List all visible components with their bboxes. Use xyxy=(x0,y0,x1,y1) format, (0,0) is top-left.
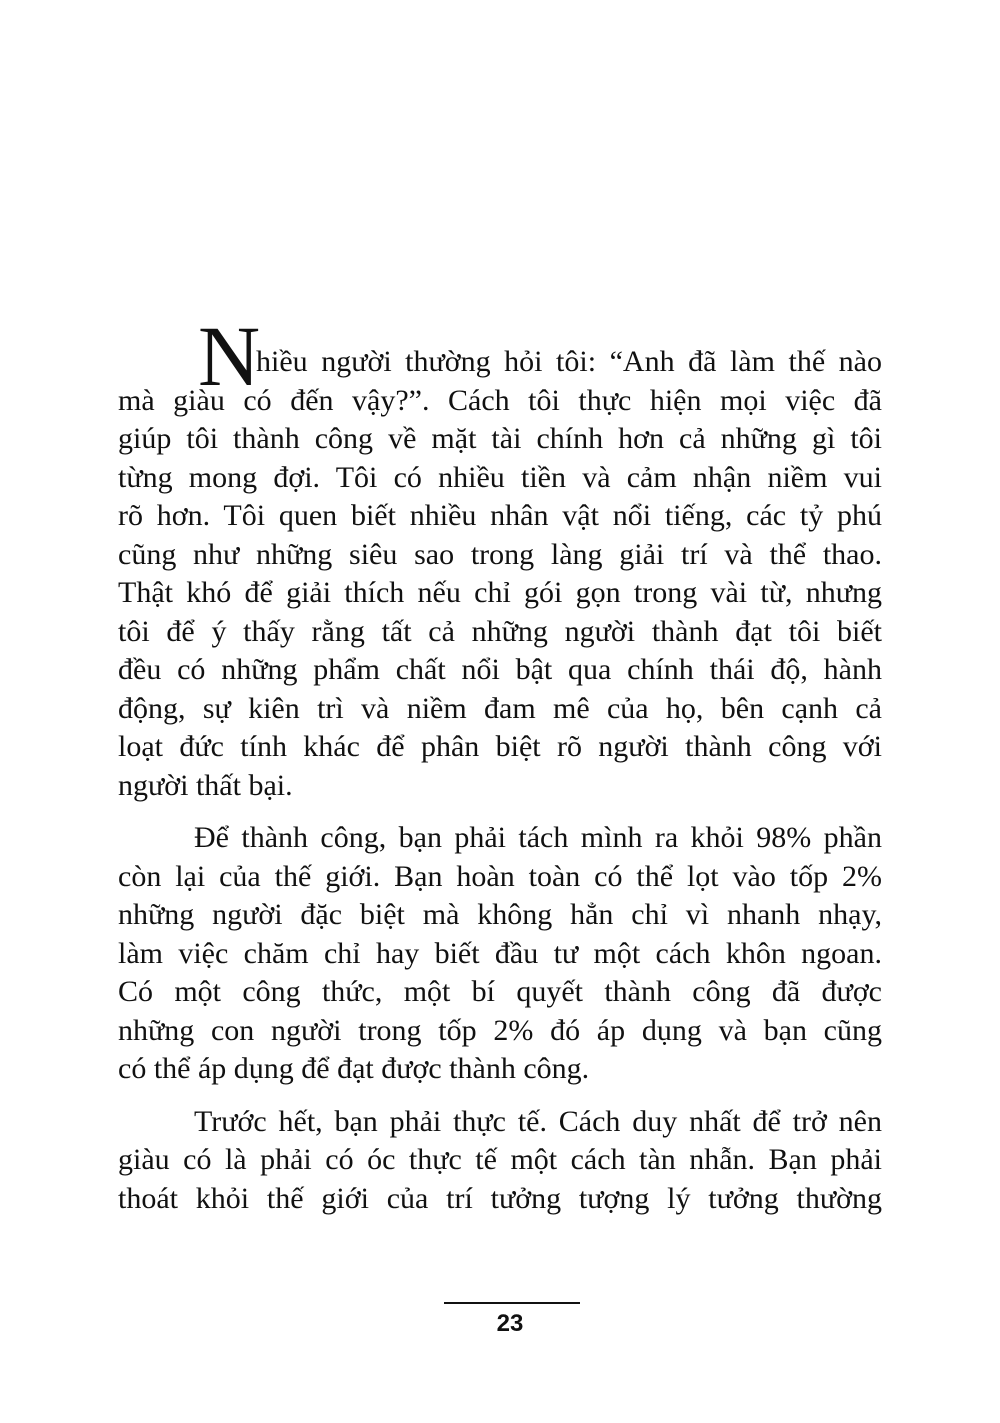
paragraph-2 xyxy=(118,819,882,1089)
paragraph-2-line-3: những người đặc biệt mà không hẳn chỉ vì nhanh nhạy, xyxy=(118,898,882,931)
paragraph-1-line-5: rõ hơn. Tôi quen biết nhiều nhân vật nổi tiếng, các tỷ phú xyxy=(118,499,882,532)
paragraph-spacer xyxy=(118,805,882,819)
paragraph-3 xyxy=(118,1103,882,1219)
paragraph-1 xyxy=(118,308,882,805)
drop-cap: N xyxy=(198,308,261,404)
paragraph-2-line-4: làm việc chăm chỉ hay biết đầu tư một cách khôn ngoan. xyxy=(118,936,882,970)
footer-rule xyxy=(444,1302,580,1304)
paragraph-1-line-11: loạt đức tính khác để phân biệt rõ người thành công với xyxy=(118,730,882,763)
paragraph-3-line-1: Trước hết, bạn phải thực tế. Cách duy nhất để trở nên xyxy=(194,1104,882,1138)
paragraph-1-line-2: mà giàu có đến vậy?”. Cách tôi thực hiện mọi việc đã xyxy=(118,383,882,417)
paragraph-1-line-3: giúp tôi thành công về mặt tài chính hơn cả những gì tôi xyxy=(118,422,882,455)
paragraph-3-line-3: thoát khỏi thế giới của trí tưởng tượng lý tưởng thường xyxy=(118,1181,882,1215)
paragraph-2-line-2: còn lại của thế giới. Bạn hoàn toàn có thể lọt vào tốp 2% xyxy=(118,859,882,893)
first-line-text: hiều người thường hỏi tôi: “Anh đã làm thế nào xyxy=(256,345,882,378)
paragraph-2-line-7: có thể áp dụng để đạt được thành công. xyxy=(118,1052,590,1085)
paragraph-1-line-12: người thất bại. xyxy=(118,768,293,802)
paragraph-1-line-9: đều có những phẩm chất nổi bật qua chính thái độ, hành xyxy=(118,653,882,686)
paragraph-spacer xyxy=(118,1089,882,1103)
paragraph-1-line-10: động, sự kiên trì và niềm đam mê của họ, bên cạnh cả xyxy=(118,691,882,725)
paragraph-2-line-5: Có một công thức, một bí quyết thành công đã được xyxy=(118,975,882,1008)
paragraph-2-line-1: Để thành công, bạn phải tách mình ra khỏi 98% phần xyxy=(194,821,882,854)
paragraph-1-line-8: tôi để ý thấy rằng tất cả những người thành đạt tôi biết xyxy=(118,614,882,648)
paragraph-3-line-2: giàu có là phải có óc thực tế một cách tàn nhẫn. Bạn phải xyxy=(118,1143,882,1176)
page-number: 23 xyxy=(496,1310,524,1337)
paragraph-2-line-6: những con người trong tốp 2% đó áp dụng và bạn cũng xyxy=(118,1013,882,1047)
body-text xyxy=(118,308,882,1218)
paragraph-1-line-7: Thật khó để giải thích nếu chỉ gói gọn trong vài từ, nhưng xyxy=(118,576,882,609)
paragraph-1-line-4: từng mong đợi. Tôi có nhiều tiền và cảm nhận niềm vui xyxy=(118,460,882,494)
paragraph-1-line-6: cũng như những siêu sao trong làng giải trí và thể thao. xyxy=(118,537,882,571)
